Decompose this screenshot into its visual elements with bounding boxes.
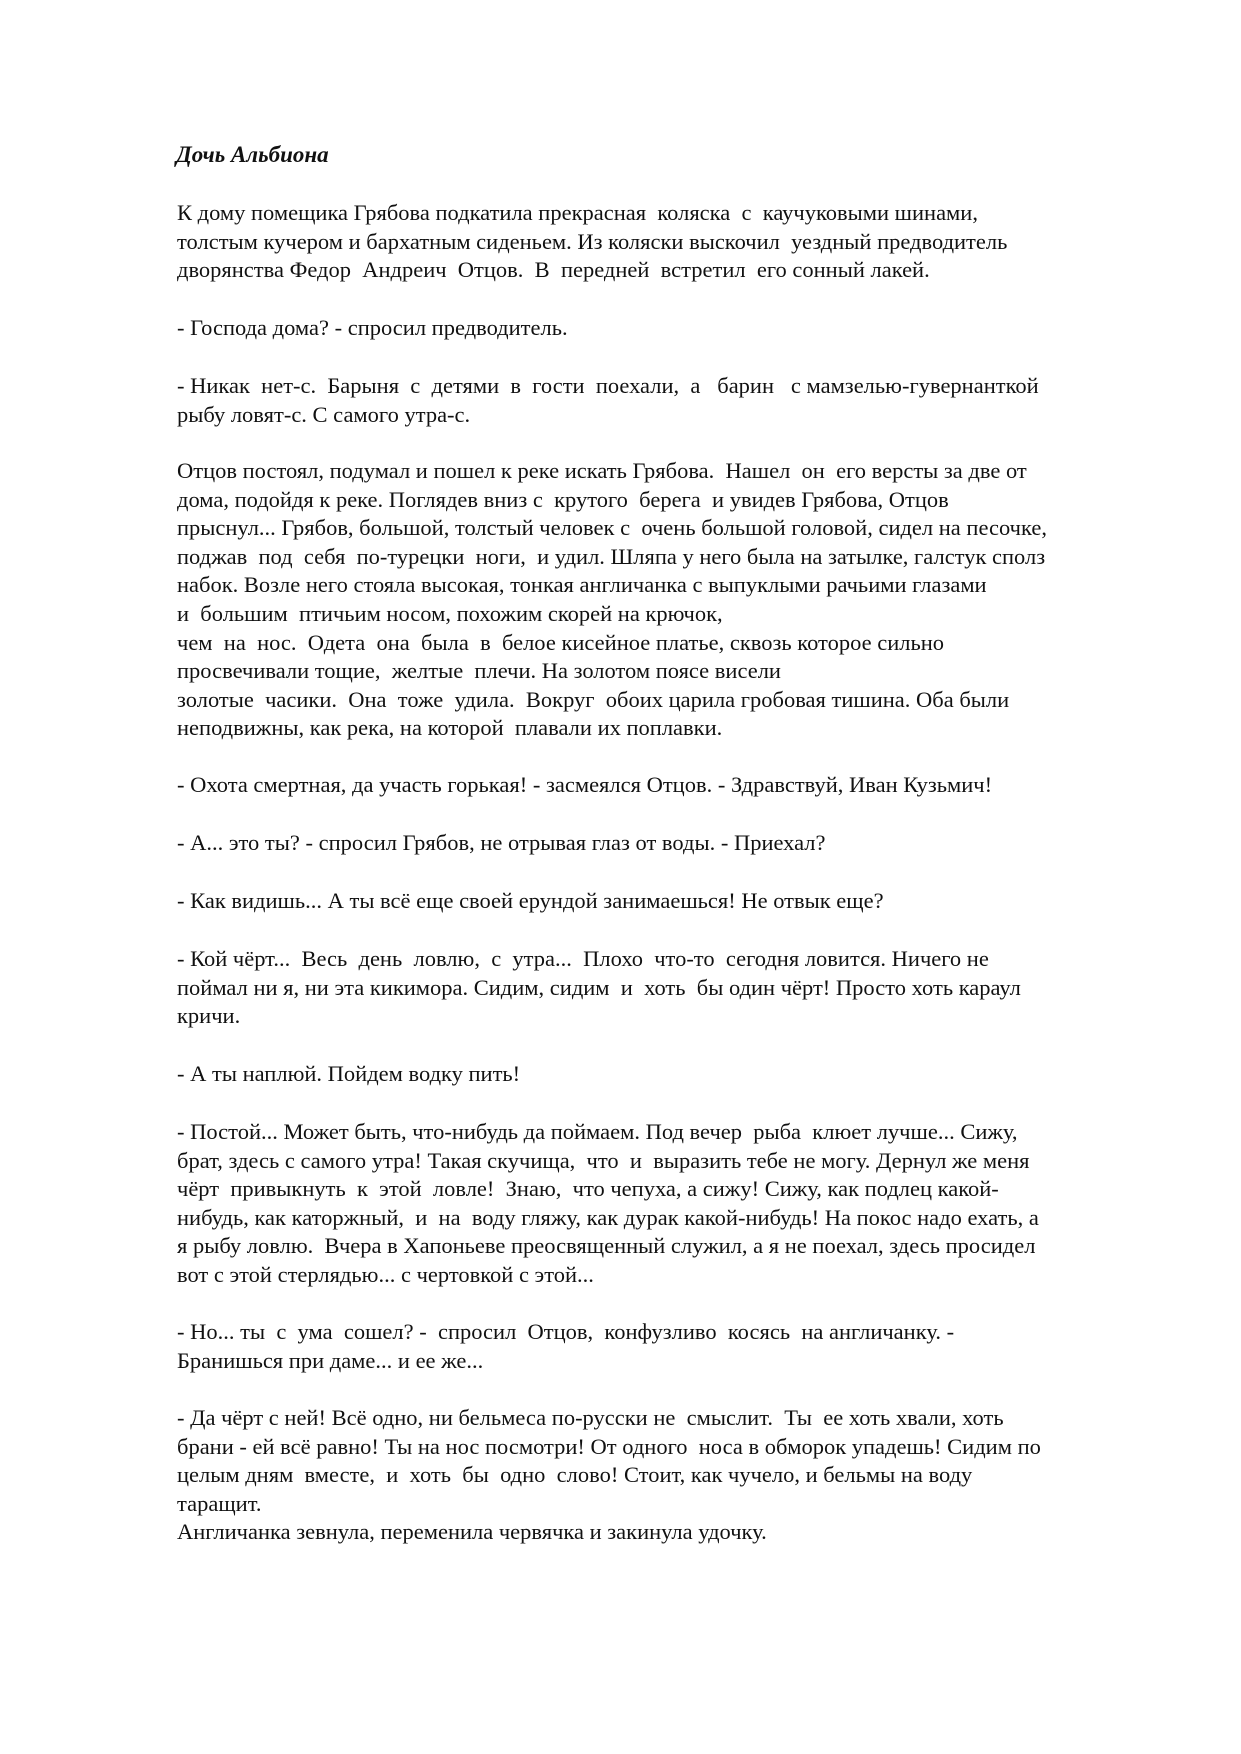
text-line: Бранишься при даме... и ее же... [177,1347,484,1373]
text-line: - Охота смертная, да участь горькая! - засмеялся Отцов. - Здравствуй, Иван Кузьмич! [177,772,993,797]
paragraph [177,199,1007,285]
text-line: набок. Возле него стояла высокая, тонкая англичанка с выпуклыми рачьими глазами [177,572,987,598]
paragraph [177,945,1021,1031]
text-line: Англичанка зевнула, переменила червячка и закинула удочку. [177,1519,767,1544]
text-line: - Никак нет-с. Барыня с детями в гости поехали, а барин с мамзелью-гувернанткой [177,373,1039,398]
text-line: - А... это ты? - спросил Грябов, не отрывая глаз от воды. - Приехал? [177,830,826,855]
paragraph [177,457,1047,743]
paragraph [177,1118,1039,1290]
text-line: брани - ей всё равно! Ты на нос посмотри! От одного носа в обморок упадешь! Сидим по [177,1433,1041,1459]
text-line: я рыбу ловлю. Вчера в Хапоньеве преосвященный служил, а я не поехал, здесь просидел [177,1233,1036,1259]
document-title: Дочь Альбиона [176,142,329,167]
text-line: - Господа дома? - спросил предводитель. [177,315,568,340]
paragraph [177,1060,520,1089]
text-line: рыбу ловят-с. С самого утра-с. [177,401,471,427]
paragraph [177,1518,767,1547]
text-line: Отцов постоял, подумал и пошел к реке искать Грябова. Нашел он его версты за две от [177,458,1027,483]
text-line: - Да чёрт с ней! Всё одно, ни бельмеса по-русски не смыслит. Ты ее хоть хвали, хоть [177,1405,1004,1430]
text-line: К дому помещика Грябова подкатила прекрасная коляска с каучуковыми шинами, [177,200,978,225]
text-line: просвечивали тощие, желтые плечи. На золотом поясе висели [177,658,781,684]
text-line: - А ты наплюй. Пойдем водку пить! [177,1061,521,1086]
text-line: вот с этой стерлядью... с чертовкой с этой... [177,1261,594,1287]
text-line: прыснул... Грябов, большой, толстый человек с очень большой головой, сидел на песочке, [177,515,1047,541]
text-line: поймал ни я, ни эта кикимора. Сидим, сидим и хоть бы один чёрт! Просто хоть караул [177,974,1021,1000]
paragraph [177,1404,1041,1518]
text-line: брат, здесь с самого утра! Такая скучища, что и выразить тебе не могу. Дернул же меня [177,1147,1030,1173]
paragraph [177,372,1039,429]
text-line: - Но... ты с ума сошел? - спросил Отцов, конфузливо косясь на англичанку. - [177,1319,955,1344]
text-line: дворянства Федор Андреич Отцов. В передней встретил его сонный лакей. [177,257,930,283]
text-line: нибудь, как каторжный, и на воду гляжу, как дурак какой-нибудь! На покос надо ехать, а [177,1204,1039,1230]
text-line: чёрт привыкнуть к этой ловле! Знаю, что чепуха, а сижу! Сижу, как подлец какой- [177,1176,999,1202]
paragraph [177,1318,954,1375]
paragraph [177,887,884,916]
text-line: толстым кучером и бархатным сиденьем. Из коляски выскочил уездный предводитель [177,228,1008,254]
paragraph [177,314,568,343]
text-line: чем на нос. Одета она была в белое кисейное платье, сквозь которое сильно [177,629,945,655]
paragraph [177,829,826,858]
text-line: кричи. [177,1003,241,1029]
paragraph [177,771,992,800]
text-line: - Как видишь... А ты всё еще своей ерундой занимаешься! Не отвык еще? [177,888,884,913]
text-line: дома, подойдя к реке. Поглядев вниз с крутого берега и увидев Грябова, Отцов [177,486,949,512]
text-line: неподвижны, как река, на которой плавали их поплавки. [177,715,723,741]
text-line: поджав под себя по-турецки ноги, и удил. Шляпа у него была на затылке, галстук сполз [177,543,1046,569]
text-line: таращит. [177,1490,262,1516]
text-line: и большим птичьим носом, похожим скорей на крючок, [177,600,723,626]
text-line: - Кой чёрт... Весь день ловлю, с утра... Плохо что-то сегодня ловится. Ничего не [177,946,989,971]
text-line: - Постой... Может быть, что-нибудь да поймаем. Под вечер рыба клюет лучше... Сижу, [177,1119,1018,1144]
text-line: целым дням вместе, и хоть бы одно слово! Стоит, как чучело, и бельмы на воду [177,1462,973,1488]
text-line: золотые часики. Она тоже удила. Вокруг обоих царила гробовая тишина. Оба были [177,686,1010,712]
